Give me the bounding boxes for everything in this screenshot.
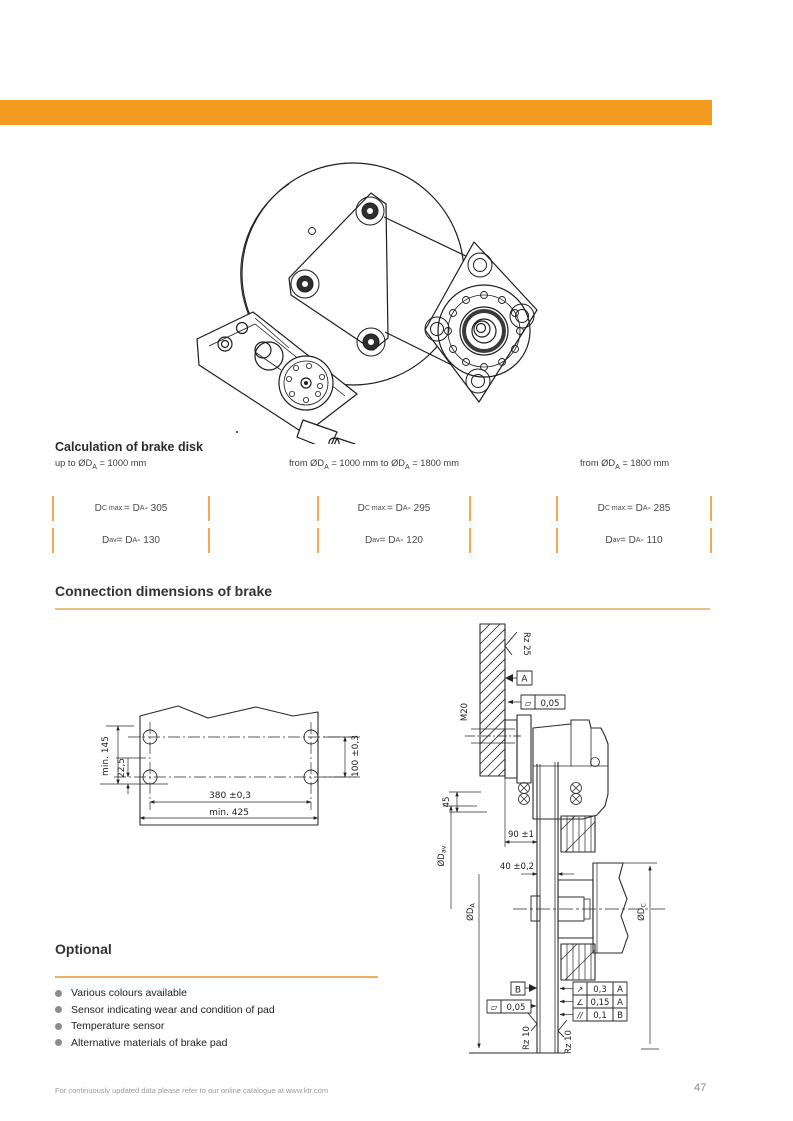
- surface-disk-left-label: Rz 10: [522, 1026, 532, 1050]
- list-item: Various colours available: [55, 985, 385, 1002]
- brake-side-section-view: [425, 616, 720, 1078]
- calculation-title: Calculation of brake disk: [55, 440, 203, 454]
- flatness-symbol-top: ▱: [524, 699, 532, 709]
- dim-40: 40 ±0,2: [499, 862, 535, 872]
- optional-list: [55, 985, 385, 1051]
- brake-assembly-illustration: [185, 132, 550, 444]
- dim-45: 45: [442, 796, 452, 808]
- tol-symbol-2: ∠: [576, 998, 584, 1007]
- dia-c-label: ØDC: [637, 903, 648, 921]
- dia-av-label: ØDav: [437, 845, 448, 867]
- calc-range-header-3: from $ØD_A = 1800$ mm: [580, 458, 670, 471]
- surface-wall-label: Rz 25: [521, 632, 531, 656]
- header-accent-bar: [0, 100, 712, 125]
- connection-section-title: Connection dimensions of brake: [55, 583, 273, 599]
- datum-a-label: A: [521, 674, 528, 685]
- dim-min-145: min. 145: [101, 736, 111, 776]
- pad-pins: [519, 783, 582, 805]
- tol-datum-2: A: [617, 998, 623, 1008]
- footer-note: For continuously updated data please refer to our online catalogue at www.ktr.com: [55, 1086, 329, 1095]
- tol-symbol-1: ↗: [576, 985, 584, 994]
- formula-dav-col3: D av = D A - 110: [556, 528, 712, 553]
- optional-section-title: Optional: [55, 941, 112, 957]
- dim-100: 100 ±0,3: [351, 735, 361, 777]
- datum-b-triangle-icon: [529, 984, 537, 992]
- bullet-icon: [55, 990, 62, 997]
- calc-range-header-1: up to $ØD_A = 1000$ mm: [55, 458, 147, 471]
- formula-dc-max-col1: D C max. = D A - 305: [52, 496, 210, 521]
- dia-a-label: ØDA: [466, 903, 477, 921]
- surface-finish-wall-icon: [505, 632, 517, 655]
- tol-datum-1: A: [617, 985, 623, 995]
- datum-a-triangle-icon: [505, 674, 513, 682]
- dim-min-425: min. 425: [209, 808, 249, 818]
- list-item: Alternative materials of brake pad: [55, 1035, 385, 1052]
- flatness-value-bottom: 0,05: [506, 1003, 526, 1013]
- mounting-plate-top-view: [88, 690, 388, 860]
- page-number: 47: [694, 1082, 707, 1094]
- bullet-icon: [55, 1006, 62, 1013]
- tol-datum-3: B: [617, 1011, 623, 1021]
- dim-22-5: 22,5: [117, 757, 127, 779]
- formula-dav-col1: D av = D A - 130: [52, 528, 210, 553]
- bullet-icon: [55, 1023, 62, 1030]
- tol-value-1: 0,3: [593, 985, 607, 995]
- dim-380: 380 ±0,3: [209, 791, 251, 801]
- formula-dc-max-col2: D C max. = D A - 295: [317, 496, 471, 521]
- list-item: Sensor indicating wear and condition of pad: [55, 1002, 385, 1019]
- surface-disk-right-label: Rz 10: [564, 1030, 574, 1054]
- tol-value-3: 0,1: [593, 1011, 607, 1021]
- flatness-value-top: 0,05: [540, 699, 560, 709]
- hub-section: [531, 816, 628, 980]
- formula-dc-max-col3: D C max. = D A - 285: [556, 496, 712, 521]
- tol-value-2: 0,15: [590, 998, 610, 1008]
- datum-b-label: B: [514, 985, 522, 996]
- dim-90: 90 ±1: [507, 830, 535, 840]
- optional-rule: [55, 976, 378, 978]
- caliper-section: [533, 720, 608, 819]
- flatness-symbol-bottom: ▱: [490, 1003, 498, 1013]
- list-item: Temperature sensor: [55, 1018, 385, 1035]
- caliper-illustration: [197, 312, 357, 444]
- section-rule: [55, 608, 710, 610]
- thread-label: M20: [460, 702, 470, 722]
- tol-symbol-3: //: [577, 1011, 583, 1020]
- formula-dav-col2: D av = D A - 120: [317, 528, 471, 553]
- calc-range-header-2: from $ØD_A = 1000$ mm to $ØD_A = 1800$ mm: [289, 458, 460, 471]
- bullet-icon: [55, 1039, 62, 1046]
